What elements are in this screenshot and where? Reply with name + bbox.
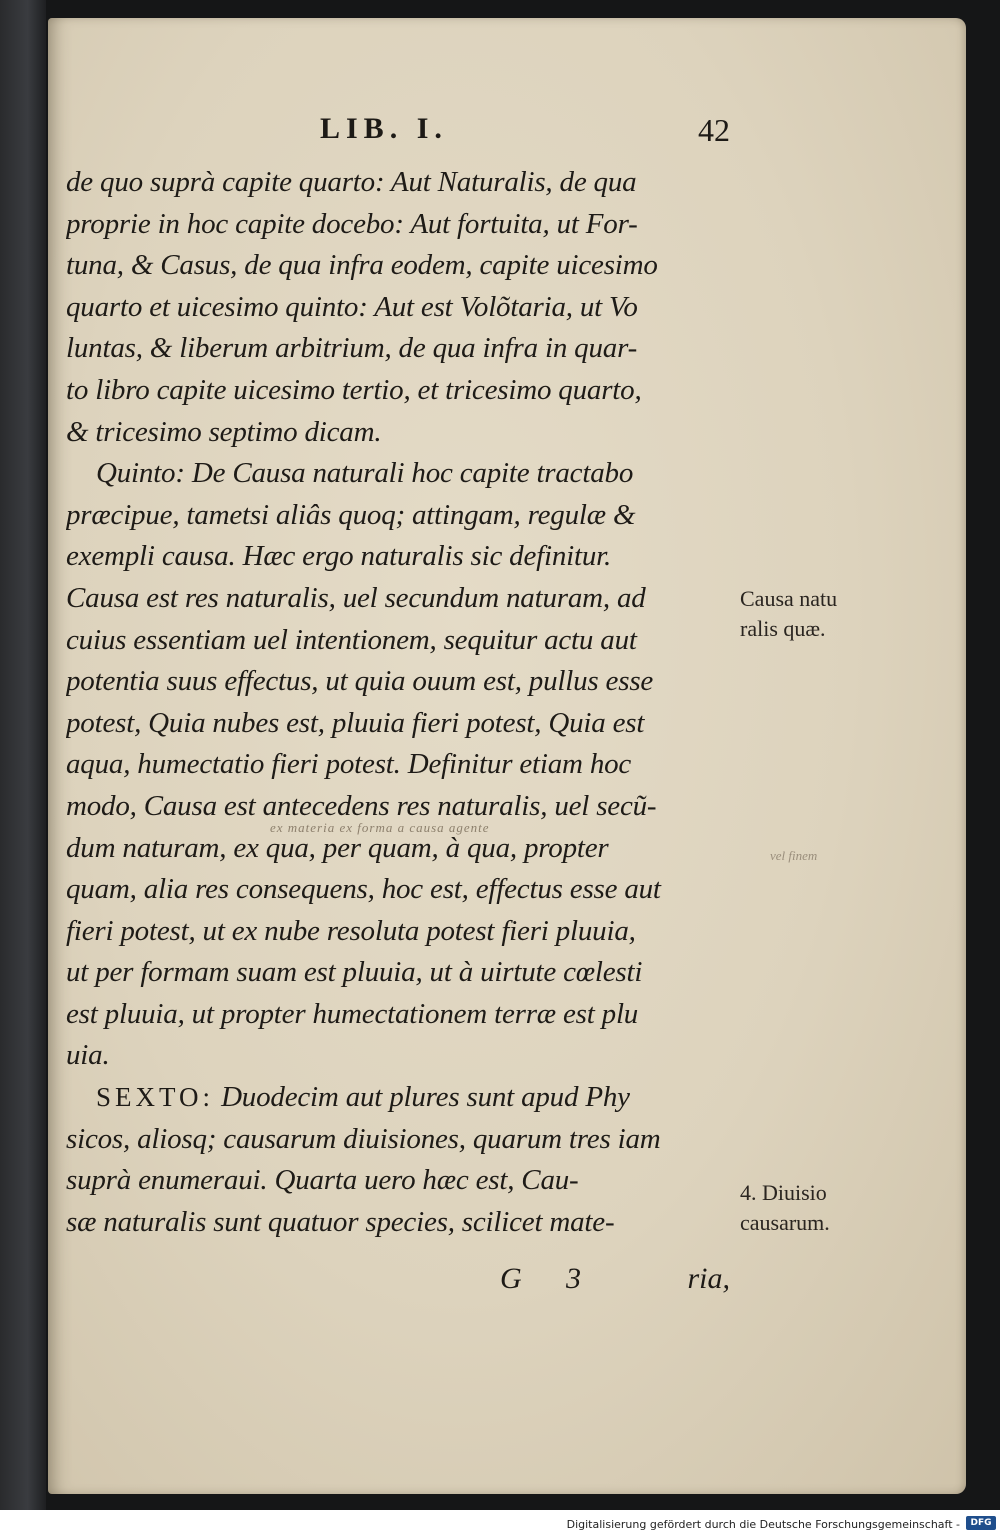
- text-line: potentia suus effectus, ut quia ouum est, pullus esse: [66, 665, 654, 698]
- text-line: ut per formam suam est pluuia, ut à uirtute cœlesti: [66, 956, 643, 989]
- text-line: præcipue, tametsi aliâs quoq; attingam, regulæ &: [66, 498, 636, 531]
- text-line: luntas, & liberum arbitrium, de qua infra in quar-: [66, 332, 638, 365]
- running-head: LIB. I.: [320, 112, 448, 145]
- text-line: aqua, humectatio fieri potest. Definitur etiam hoc: [66, 748, 632, 781]
- section-label: SEXTO:: [96, 1082, 215, 1113]
- marginal-line: ralis quæ.: [740, 616, 826, 641]
- text-line: exempli causa. Hæc ergo naturalis sic definitur.: [66, 540, 612, 573]
- text-line: quam, alia res consequens, hoc est, effectus esse aut: [66, 873, 661, 906]
- page-header: [320, 112, 730, 152]
- page-number: 42: [698, 112, 730, 148]
- text-fragment: Duodecim aut plures sunt apud Phy: [214, 1081, 630, 1114]
- book-spine-edge: [0, 0, 46, 1510]
- text-line: de quo suprà capite quarto: Aut Naturalis, de qua: [66, 166, 637, 198]
- text-line: potest, Quia nubes est, pluuia fieri potest, Quia est: [66, 706, 645, 739]
- text-line: sicos, aliosq; causarum diuisiones, quarum tres iam: [66, 1122, 661, 1155]
- text-line-sexto: [66, 1077, 736, 1119]
- text-line: dum naturam, ex qua, per quam, à qua, propter: [66, 831, 609, 864]
- text-line: sæ naturalis sunt quatuor species, scilicet mate-: [66, 1205, 615, 1238]
- text-line: quarto et uicesimo quinto: Aut est Volõtaria, ut Vo: [66, 290, 638, 323]
- text-line: to libro capite uicesimo tertio, et tricesimo quarto,: [66, 373, 642, 406]
- text-line: & tricesimo septimo dicam.: [66, 415, 382, 448]
- text-line: Quinto: De Causa naturali hoc capite tractabo: [96, 457, 634, 490]
- handwritten-margin-note: vel finem: [770, 848, 818, 863]
- marginal-line: causarum.: [740, 1210, 830, 1235]
- main-text-block: [66, 162, 736, 1243]
- text-line: fieri potest, ut ex nube resoluta potest fieri pluuia,: [66, 914, 636, 947]
- signature-mark: G: [500, 1262, 522, 1295]
- text-line: uia.: [66, 1039, 110, 1072]
- marginal-note-causa-naturalis: [740, 584, 837, 644]
- catchword: ria,: [687, 1262, 730, 1295]
- text-line: tuna, & Casus, de qua infra eodem, capite uicesimo: [66, 249, 658, 282]
- digitization-footer: [0, 1510, 1000, 1537]
- text-line: est pluuia, ut propter humectationem terræ est plu: [66, 997, 639, 1030]
- dfg-logo: DFG: [966, 1516, 996, 1530]
- text-line: suprà enumeraui. Quarta uero hæc est, Cau-: [66, 1164, 579, 1197]
- funding-credit: Digitalisierung gefördert durch die Deutsche Forschungsgemeinschaft -: [566, 1518, 960, 1531]
- marginal-line: Causa natu: [740, 586, 838, 611]
- text-line: modo, Causa est antecedens res naturalis, uel secũ-: [66, 789, 657, 822]
- text-line: cuius essentiam uel intentionem, sequitur actu aut: [66, 623, 637, 656]
- handwritten-interlinear-note: ex materia ex forma a causa agente: [270, 820, 490, 835]
- marginal-line: 4. Diuisio: [740, 1180, 827, 1205]
- text-line: Causa est res naturalis, uel secundum naturam, ad: [66, 581, 646, 614]
- signature-number: 3: [566, 1262, 581, 1295]
- text-line: proprie in hoc capite docebo: Aut fortuita, ut For-: [66, 207, 638, 240]
- marginal-note-diuisio: [740, 1178, 830, 1238]
